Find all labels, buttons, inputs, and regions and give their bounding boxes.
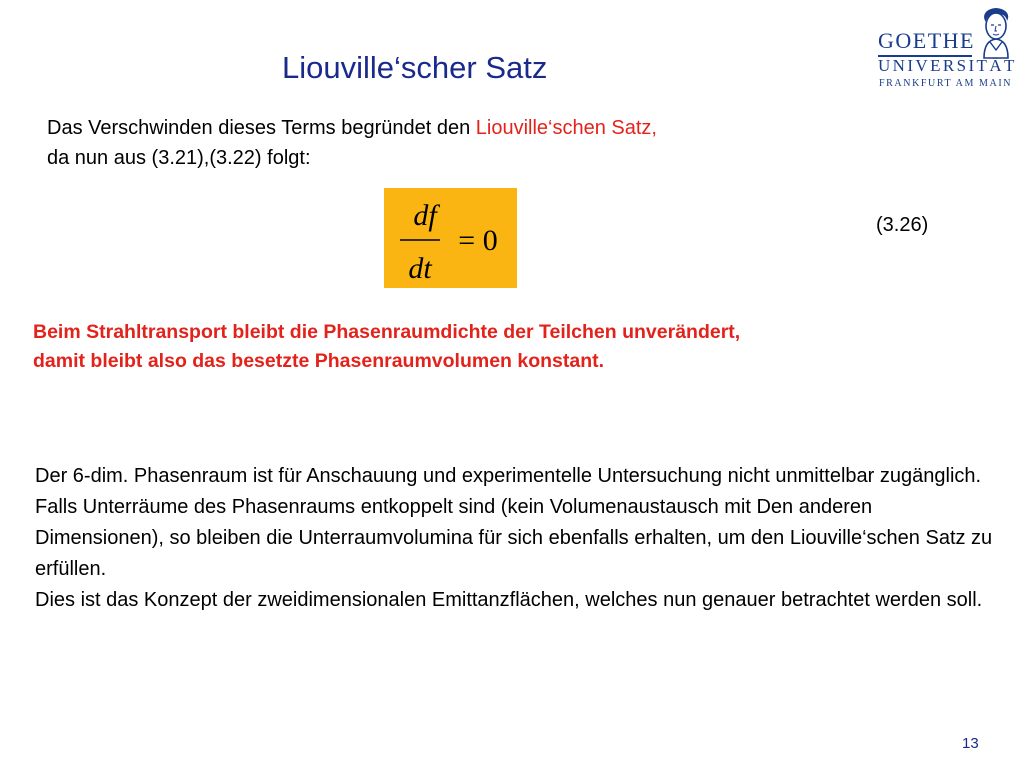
formula-rhs: = 0 bbox=[458, 224, 498, 257]
logo-wordmark-city: FRANKFURT AM MAIN bbox=[879, 78, 1013, 89]
body-paragraph-3: Dies ist das Konzept der zweidimensionalen Emittanzflächen, welches nun genauer betrachtet werden soll. bbox=[35, 589, 983, 611]
formula-numerator: df bbox=[413, 199, 437, 232]
intro-text-part1: Das Verschwinden dieses Terms begründet den bbox=[47, 117, 476, 139]
university-logo bbox=[878, 6, 1018, 92]
goethe-portrait-icon bbox=[974, 6, 1018, 62]
body-paragraph-2: Falls Unterräume des Phasenraums entkoppelt sind (kein Volumenaustausch mit Den anderen Dimensionen), so bleiben die Unterraumvolumina für sich ebenfalls erhalten, um den Liouville‘schen Satz zu erfüllen. bbox=[35, 496, 993, 580]
formula-denominator: dt bbox=[408, 252, 432, 285]
page-number: 13 bbox=[962, 735, 979, 752]
logo-wordmark-goethe: GOETHE bbox=[878, 28, 975, 53]
intro-text-line2: da nun aus (3.21),(3.22) folgt: bbox=[47, 147, 311, 169]
formula-box bbox=[384, 188, 517, 288]
slide-title: Liouville‘scher Satz bbox=[282, 50, 548, 85]
body-text bbox=[35, 461, 995, 616]
intro-highlight: Liouville‘schen Satz, bbox=[475, 117, 657, 139]
key-statement-line1: Beim Strahltransport bleibt die Phasenraumdichte der Teilchen unverändert, bbox=[33, 321, 741, 343]
key-statement-line2: damit bleibt also das besetzte Phasenraumvolumen konstant. bbox=[33, 350, 605, 372]
equation-number: (3.26) bbox=[876, 214, 929, 236]
body-paragraph-1: Der 6-dim. Phasenraum ist für Anschauung und experimentelle Untersuchung nicht unmittelbar zugänglich. bbox=[35, 465, 982, 487]
logo-wordmark-universitaet: UNIVERSITÄT bbox=[878, 56, 1017, 75]
intro-text bbox=[47, 113, 867, 173]
key-statement bbox=[33, 318, 993, 376]
formula-svg bbox=[384, 188, 517, 288]
